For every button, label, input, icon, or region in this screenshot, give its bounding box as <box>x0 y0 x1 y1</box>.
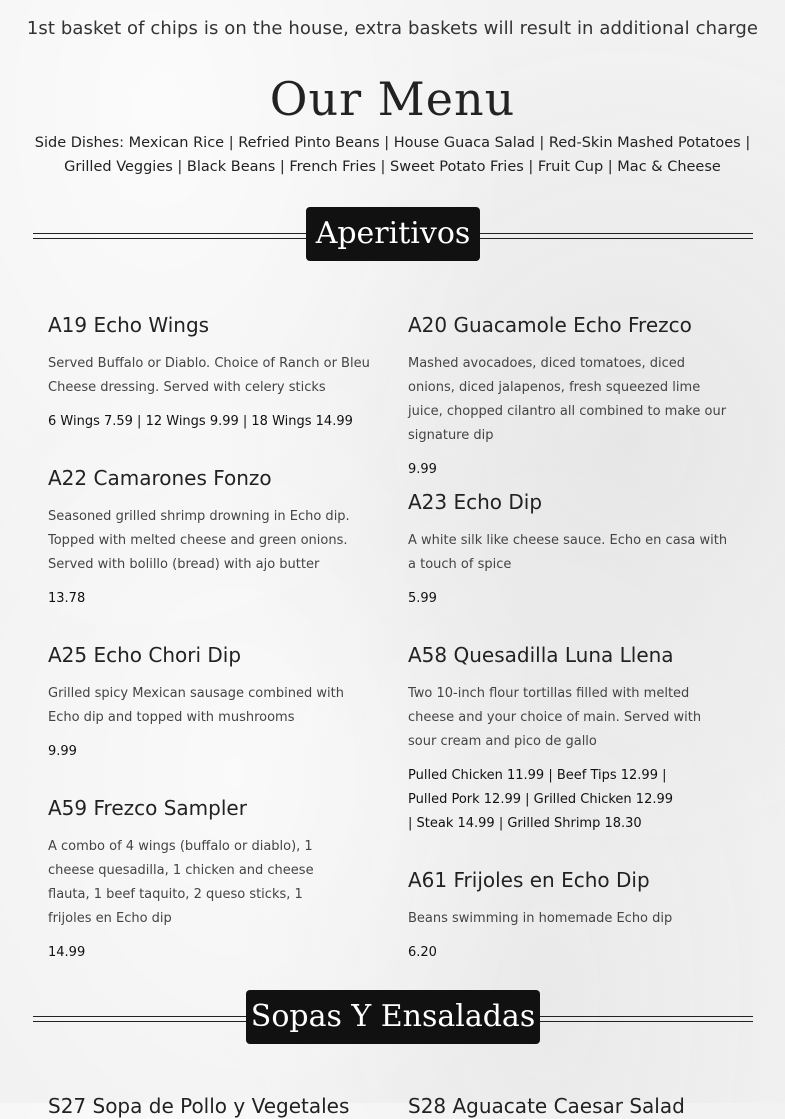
item-description: Beans swimming in homemade Echo dip <box>408 911 673 926</box>
item-price: 9.99 <box>408 462 437 477</box>
section-title: Sopas Y Ensaladas <box>246 990 540 1044</box>
item-price: 14.99 <box>48 945 86 960</box>
item-name: A22 Camarones Fonzo <box>48 466 272 490</box>
item-description: Seasoned grilled shrimp drowning in Echo dip. Topped with melted cheese and green onions. Served with bolillo (bread) with ajo butter <box>48 509 350 572</box>
item-name: A58 Quesadilla Luna Llena <box>408 643 674 667</box>
menu-item-a61 <box>408 867 733 965</box>
item-price: Pulled Chicken 11.99 | Beef Tips 12.99 | Pulled Pork 12.99 | Grilled Chicken 12.99 | Steak 14.99 | Grilled Shrimp 18.30 <box>408 768 674 831</box>
section-title: Aperitivos <box>306 207 480 261</box>
menu-item-s27 <box>48 1093 373 1119</box>
item-name: A20 Guacamole Echo Frezco <box>408 313 692 337</box>
item-description: Mashed avocadoes, diced tomatoes, diced onions, diced jalapenos, fresh squeezed lime juice, chopped cilantro all combined to make our signature dip <box>408 356 727 443</box>
item-price: 13.78 <box>48 591 86 606</box>
side-dishes-list: Side Dishes: Mexican Rice | Refried Pinto Beans | House Guaca Salad | Red-Skin Mashed Potatoes | Grilled Veggies | Black Beans | French Fries | Sweet Potato Fries | Fruit Cup | Mac & Cheese <box>34 135 751 175</box>
menu-item-s28 <box>408 1093 733 1119</box>
menu-item-a22 <box>48 465 373 611</box>
chips-notice: 1st basket of chips is on the house, extra baskets will result in additional charge <box>26 18 759 39</box>
item-name: A59 Frezco Sampler <box>48 796 247 820</box>
menu-item-a25 <box>48 642 373 764</box>
item-name: A19 Echo Wings <box>48 313 210 337</box>
menu-item-a58 <box>408 642 733 836</box>
menu-item-a20 <box>408 312 733 482</box>
section-header-aperitivos <box>33 207 753 263</box>
item-description: Two 10-inch flour tortillas filled with melted cheese and your choice of main. Served with sour cream and pico de gallo <box>408 686 702 749</box>
item-description: A combo of 4 wings (buffalo or diablo), 1 cheese quesadilla, 1 chicken and cheese flauta, 1 beef taquito, 2 queso sticks, 1 frijoles en Echo dip <box>48 839 314 926</box>
item-name: A25 Echo Chori Dip <box>48 643 242 667</box>
item-description: A white silk like cheese sauce. Echo en casa with a touch of spice <box>408 533 728 572</box>
menu-title: Our Menu <box>269 72 516 126</box>
item-name: A61 Frijoles en Echo Dip <box>408 868 650 892</box>
item-name: S28 Aguacate Caesar Salad <box>408 1094 685 1118</box>
item-price: 9.99 <box>48 744 77 759</box>
item-price: 6 Wings 7.59 | 12 Wings 9.99 | 18 Wings 14.99 <box>48 414 353 429</box>
item-name: S27 Sopa de Pollo y Vegetales <box>48 1094 350 1118</box>
section-header-sopas-y-ensaladas <box>33 990 753 1046</box>
item-price: 6.20 <box>408 945 437 960</box>
menu-item-a19 <box>48 312 373 434</box>
item-description: Grilled spicy Mexican sausage combined with Echo dip and topped with mushrooms <box>48 686 344 725</box>
item-price: 5.99 <box>408 591 437 606</box>
item-name: A23 Echo Dip <box>408 490 543 514</box>
menu-item-a23 <box>408 489 733 611</box>
item-description: Served Buffalo or Diablo. Choice of Ranch or Bleu Cheese dressing. Served with celery sticks <box>48 356 370 395</box>
menu-item-a59 <box>48 795 373 965</box>
